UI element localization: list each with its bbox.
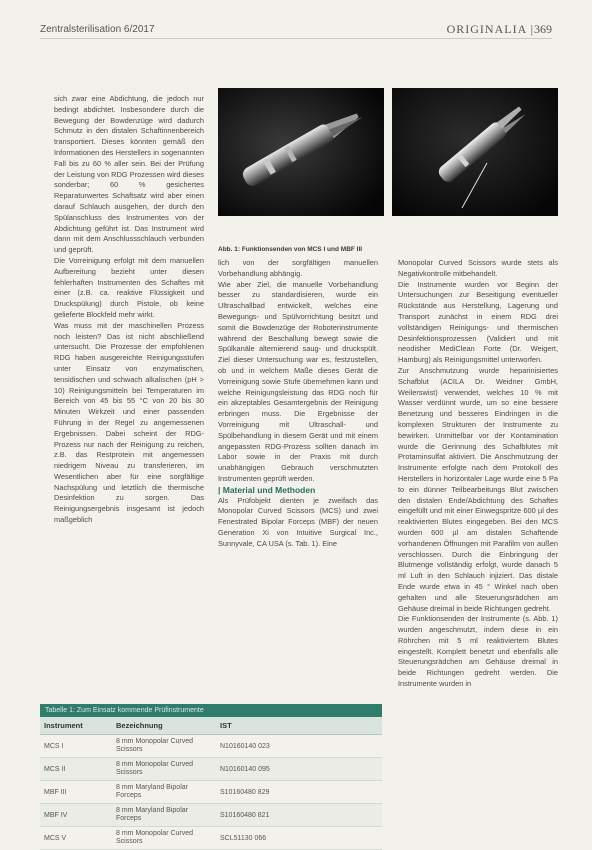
figure-1 [218,88,558,228]
table-cell: S10160480 829 [216,781,382,804]
table-cell: SCL51130 066 [216,827,382,850]
table-cell: MCS V [40,827,112,850]
photo-instrument-tip-light [392,88,558,216]
table-cell: 8 mm Monopolar Curved Scissors [112,827,216,850]
page-number: 369 [534,22,552,36]
page-header [40,22,552,39]
table-cell: 8 mm Maryland Bipolar Forceps [112,781,216,804]
table-header: Bezeichnung [112,717,216,735]
paragraph: Wie aber Ziel, die manuelle Vorbehandlung besser zu standardisieren, wurde ein Ultraschallbad entwickelt, welches eine Bewegungs- und Spülvorrichtung besitzt und somit die Bowdenzüge der Roboterinstrumente während der Beschallung bewegt sowie die Spülkanäle alternierend saug- und druckspült. Ziel dieser Untersuchung war es, festzustellen, ob und in welchem Maße dieses Gerät die Vorreinigung sowie Stufe übernehmen kann und welche Reinigungsleistung das RDG noch für ein akzeptables Gesamtergebnis der Reinigung erbringen muss. Die Ergebnisse der Vorreinigung mit Ultraschall- und Spülbehandlung in diesem Gerät und mit einem angepassten RDG-Prozess sollten danach im Labor sowie in der Praxis mit durch unabhängigen Gebrauch verschmutzten Instrumenten geprüft werden. [218,279,378,483]
table-header: Instrument [40,717,112,735]
journal-name: Zentralsterilisation 6/2017 [40,24,155,35]
column-3 [398,258,558,690]
table-cell: MCS I [40,735,112,758]
paragraph: Als Prüfobjekt dienten je zweifach das Monopolar Curved Scissors (MCS) und zwei Fenestrated Bipolar Forceps (MBF) der neuen Generation Xi von Intuitive Surgical Inc., Sunnyvale, CA USA (s. Tab. 1). Eine [218,495,378,548]
paragraph: Monopolar Curved Scissors wurde stets als Negativkontrolle mitbehandelt. [398,258,558,278]
column-1 [54,94,204,526]
table-row [40,804,382,827]
paragraph: Zur Anschmutzung wurde heparinisiertes Schafblut (ACILA Dr. Weidner GmbH, Weilerswist) verwendet, welches 10 % mit Wasser verdünnt wurde, um so eine bessere Benetzung und besseres Eindringen in die komplexen Strukturen der Instrumente zu bewirken. Unmittelbar vor der Kontamination wurde die Gerinnung des Schafblutes mit Protaminsulfat aktiviert. Die Anschmutzung der Instrumente erfolgte nach dem Protokoll des Herstellers in horizontaler Lage wurde eine 5 Pa to ein dünner Teilbearbeitungs Blut zwischen den distalen Ende/Abdichtung des Schaftes eingefüllt und mit einer Einwegspritze 600 µl des reaktivierten Blutes eingegeben. Bei den MCS wurden 600 µl am distalen Schaftende vorhandenen Öffnungen mit Parafilm von außen verschlossen. Durch die Einbringung der Blutmenge vollständig erfolgt, wurde danach 5 ml Luft in den Schlauch injiziert. Das distale Ende wurde etwa in 45 ° Winkel nach oben gehalten und alle Steuerungsrädchen am Gehäuse dreimal in beide Richtungen gedreht. [398,365,558,613]
paragraph: Die Vorreinigung erfolgt mit dem manuellen Aufbereitung bezieht unter diesen fehlerhaften Instrumenten des Schaftes mit einer (z.B. ca. reaktive Flüssigkeit und Druckspülung) durch Pistole, ob keine gelieferte Blockfeld mehr wirkt. [54,255,204,319]
table-cell: 8 mm Monopolar Curved Scissors [112,735,216,758]
column-2 [218,258,378,550]
paragraph: Die Instrumente wurden vor Beginn der Untersuchungen zur Beseitigung eventueller Rückstände aus Herstellung, Lagerung und Transport zunächst in einem RDG drei vollständigen Reinigungs- und thermischen Desinfektionsprozessen (Validiert und mit neodisher MediClean Forte (Dr. Weigert, Hamburg) als Reinigungsmittel unterworfen. [398,279,558,365]
table-cell: MBF IV [40,804,112,827]
table-cell: MCS II [40,758,112,781]
table-cell: S10160480 821 [216,804,382,827]
table-row [40,735,382,758]
table-cell: MBF III [40,781,112,804]
table-row [40,827,382,850]
table-title: Tabelle 1: Zum Einsatz kommende Prüfinstrumente [40,704,382,717]
table-cell: 8 mm Maryland Bipolar Forceps [112,804,216,827]
paragraph: sich zwar eine Abdichtung, die jedoch nur bedingt abdichtet. Insbesondere durch die Bewegung der Bowdenzüge wird dadurch Schmutz in den distalen Schaftinnenbereich transportiert. Dieses könnten gemäß den Informationen des Herstellers in sogenannten Fall bis zu 60 % aller sein. Bei der Prüfung der Leistung von RDG Prozessen wird dieses sonderbar; 60 % gesichertes Reparaturwertes Schaftsatz wird aber einen darauf Schlauch ausgehen, der durch den Spülanschluss des Instrumentes von der Abdichtung geführt ist. Das Instrument wird dann mit dem Anschlussschlauch verbunden und geprüft. [54,94,204,255]
table-cell: N10160140 023 [216,735,382,758]
photo-instrument-tip-dark [218,88,384,216]
section-title: ORIGINALIA | [446,22,534,36]
table-cell: N10160140 095 [216,758,382,781]
table-cell: 8 mm Monopolar Curved Scissors [112,758,216,781]
table-row [40,781,382,804]
paragraph: Was muss mit der maschinellen Prozess noch leisten? Das ist nicht abschließend untersucht. Die Prozesse der empfohlenen RDG haben ausgereichte Reinigungsstufen unter Einsatz von enzymatischen, tensidischen und schwach alkalischen (pH > 10) Reinigungsmitteln bei Temperaturen im Bereich von 45 bis 55 °C von 20 bis 30 Minuten Wirkzeit und einer passenden Führung in der Regel zu angemessenen Ergebnissen. Dabei scheint der RDG-Prozess nur nach der Reinigung zu reichen, z.B. das Restprotein mit angemessen niedrigem Niveau zu transferieren, im Wesentlichen aber für eine sorgfältige Nachspülung und letztlich die thermische Desinfektion zu sorgen. Das Reinigungsergebnis insgesamt ist jedoch maßgeblich [54,320,204,525]
figure-caption: Abb. 1: Funktionsenden von MCS I und MBF III [218,246,363,253]
table-row [40,758,382,781]
table-header: IST [216,717,382,735]
section-heading: | Material und Methoden [218,484,316,495]
paragraph: Die Funktionsenden der Instrumente (s. Abb. 1) wurden angeschmutzt, indem diese in ein Röhrchen mit 5 ml reaktiviertem Blutes eingestellt. Komplett benetzt und ebenfalls alle Steuerungsrädchen am Gehäuse dreimal in beide Richtungen gedreht werden. Die Instrumente wurden in [398,614,558,689]
paragraph: lich von der sorgfältigen manuellen Vorbehandlung abhängig. [218,258,378,278]
instrument-table [40,704,382,850]
